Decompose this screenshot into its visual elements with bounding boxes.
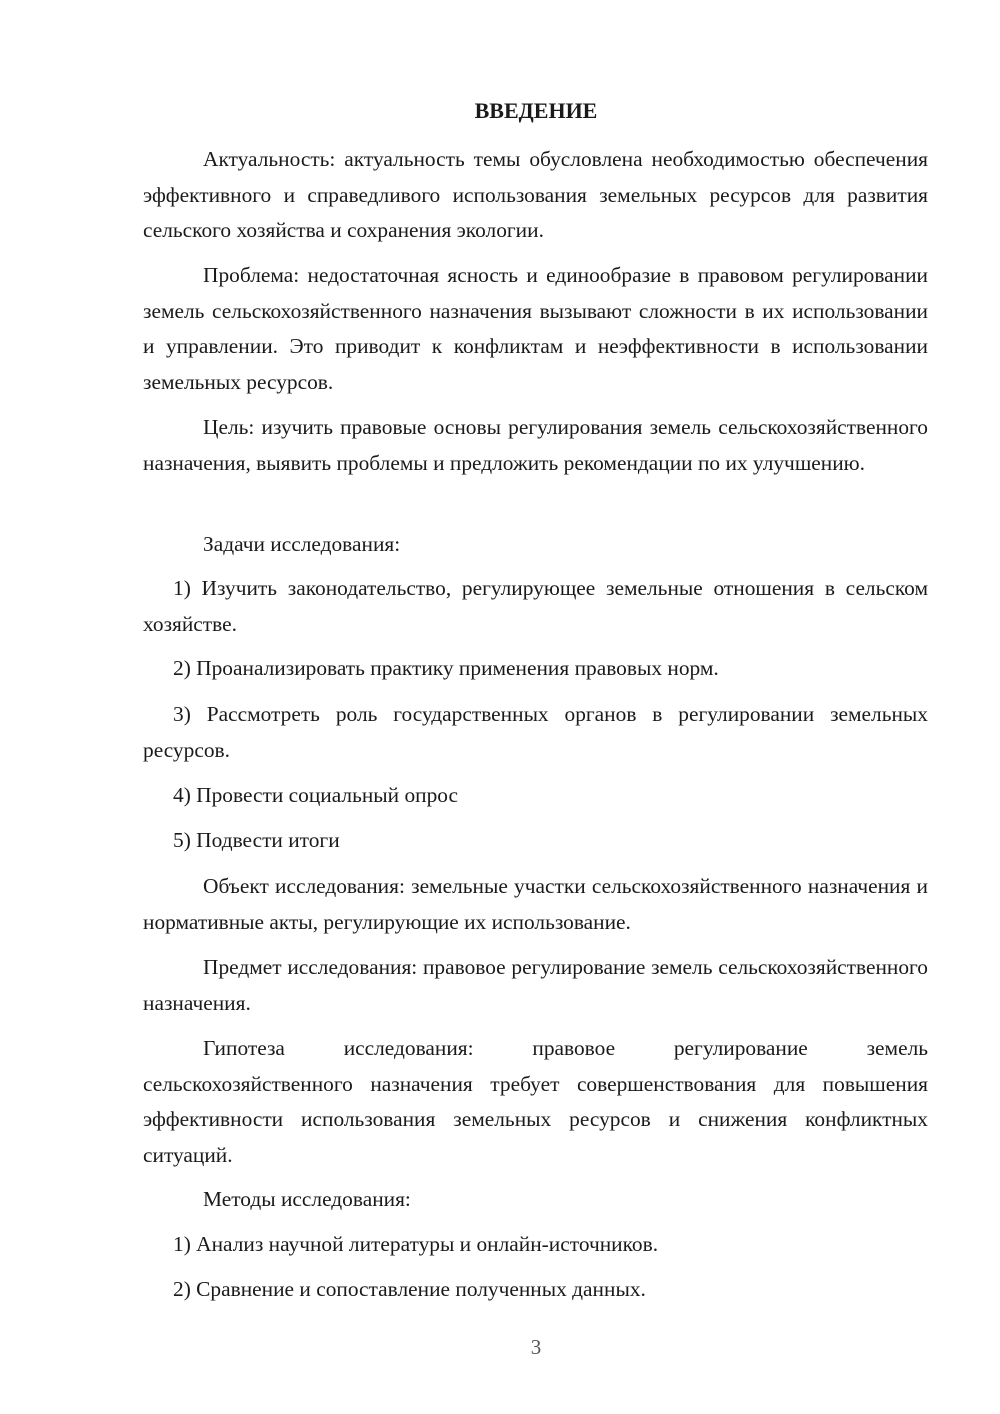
- list-item-task-1: 1) Изучить законодательство, регулирующее земельные отношения в сельском хозяйстве.: [143, 576, 928, 636]
- page-title: ВВЕДЕНИЕ: [474, 98, 598, 123]
- list-item-task-2: 2) Проанализировать практику применения правовых норм.: [173, 656, 719, 680]
- paragraph-goal: Цель: изучить правовые основы регулирования земель сельскохозяйственного назначения, выявить проблемы и предложить рекомендации по их улучшению.: [143, 415, 928, 475]
- paragraph-hypothesis: Гипотеза исследования: правовое регулирование земель сельскохозяйственного назначения требует совершенствования для повышения эффективности использования земельных ресурсов и снижения конфликтных ситуаций.: [143, 1036, 928, 1167]
- paragraph-methods-heading: Методы исследования:: [203, 1187, 411, 1211]
- list-item-method-1: 1) Анализ научной литературы и онлайн-источников.: [173, 1232, 659, 1256]
- paragraph-tasks-heading: Задачи исследования:: [203, 532, 401, 556]
- paragraph-relevance: Актуальность: актуальность темы обусловлена необходимостью обеспечения эффективного и справедливого использования земельных ресурсов для развития сельского хозяйства и сохранения экологии.: [143, 147, 928, 242]
- page-number: 3: [530, 1335, 542, 1359]
- list-item-task-3: 3) Рассмотреть роль государственных органов в регулировании земельных ресурсов.: [143, 702, 928, 762]
- list-item-method-2: 2) Сравнение и сопоставление полученных данных.: [173, 1277, 646, 1301]
- paragraph-object: Объект исследования: земельные участки сельскохозяйственного назначения и нормативные акты, регулирующие их использование.: [143, 874, 928, 934]
- paragraph-subject: Предмет исследования: правовое регулирование земель сельскохозяйственного назначения.: [143, 955, 928, 1015]
- paragraph-problem: Проблема: недостаточная ясность и единообразие в правовом регулировании земель сельскохозяйственного назначения вызывают сложности в их использовании и управлении. Это приводит к конфликтам и неэффективности в использовании земельных ресурсов.: [143, 263, 928, 394]
- list-item-task-4: 4) Провести социальный опрос: [173, 783, 459, 807]
- list-item-task-5: 5) Подвести итоги: [173, 828, 340, 852]
